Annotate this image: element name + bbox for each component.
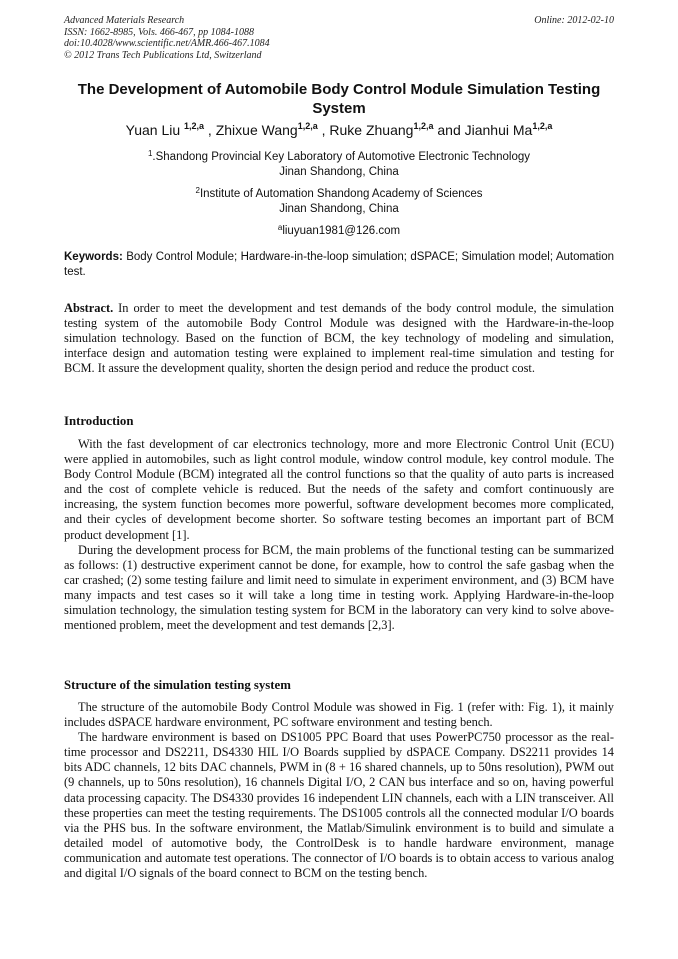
affil-institution: Institute of Automation Shandong Academy of Sciences bbox=[199, 188, 483, 200]
online-date: Online: 2012-02-10 bbox=[534, 15, 614, 26]
affil-mark: 2 bbox=[195, 186, 200, 195]
copyright-line: © 2012 Trans Tech Publications Ltd, Switzerland bbox=[64, 49, 262, 61]
paragraph: The hardware environment is based on DS1005 PPC Board that uses PowerPC750 processor as the real-time processor and DS2211, DS4330 HIL I/O Boards supplied by dSPACE Company. DS2211 provides 14 bits ADC channels, 12 bits DAC channels, PWM in (8 + 16 shared channels, up to 50ns resolution), PWM out (9 channels, up to 50ns resolution), 16 channels Digital I/O, 2 CAN bus interface and so on, having powerful data processing capacity. The DS4330 provides 16 independent LIN channels, each with a LIN transceiver. All these properties can meet the testing requirements. The DS1005 controls all the connected modular I/O boards via the PHS bus. In the software environment, the Matlab/Simulink environment is to build and simulate a detailed model of automotive body, the ControlDesk is to handle hardware environment, manage communication and automate test operations. The connector of I/O boards is to obtain access to various analog and digital I/O signals of the board connect to BCM on the testing bench. bbox=[64, 730, 614, 881]
affiliation-2 bbox=[64, 187, 614, 216]
issn-line: ISSN: 1662-8985, Vols. 466-467, pp 1084-1088 bbox=[64, 26, 254, 38]
journal-header bbox=[64, 15, 270, 61]
paragraph: With the fast development of car electronics technology, more and more Electronic Control Unit (ECU) were applied in automobiles, such as light control module, window control module, key control module. The Body Control Module (BCM) integrated all the control functions so that the quality of auto parts is increased and the cost of complete vehicle is reduced. But the needs of the safety and comfort continuously are increasing, the system function becomes more powerful, software development becomes more complicated, and their cycles of development become shorter. So software testing becomes an important part of BCM product development [1]. bbox=[64, 437, 614, 542]
abstract-text: In order to meet the development and test demands of the body control module, the simulation testing system of the automobile Body Control Module was designed with the Hardware-in-the-loop simulation technology. Based on the function of BCM, the key technology of modeling and simulation, interface design and automation testing were explained to implement real-time simulation and testing for BCM. It assure the development quality, shorten the design period and reduce the product cost. bbox=[64, 301, 614, 376]
affil-mark: 1 bbox=[147, 149, 153, 158]
structure-body bbox=[64, 700, 614, 881]
affil-location: Jinan Shandong, China bbox=[279, 165, 399, 178]
author-list bbox=[64, 121, 614, 139]
abstract-block bbox=[64, 301, 614, 376]
author-name: , Zhixue Wang bbox=[204, 122, 298, 138]
email-address[interactable]: liuyuan1981@126.com bbox=[282, 225, 401, 237]
paragraph: The structure of the automobile Body Control Module was showed in Fig. 1 (refer with: Fig. 1), it mainly includes dSPACE hardware environment, PC software environment and testing bench. bbox=[64, 700, 614, 730]
introduction-body bbox=[64, 437, 614, 633]
paragraph: During the development process for BCM, the main problems of the functional testing can be summarized as follows: (1) destructive experiment cannot be done, for example, how to control the safe gasbag when the car crashed; (2) some testing failure and limit need to simulate in experiment environment, and (3) BCM have many impacts and test cases so it will take a long time in testing work. Applying Hardware-in-the-loop simulation technology, the simulation testing system for BCM in the laboratory can very kind to solve above-mentioned problem, meet the development and test demands [2,3]. bbox=[64, 542, 614, 633]
paper-title: The Development of Automobile Body Control Module Simulation Testing System bbox=[77, 81, 601, 117]
author-affil-mark: 1,2,a bbox=[184, 121, 205, 131]
doi-line[interactable]: doi:10.4028/www.scientific.net/AMR.466-467.1084 bbox=[64, 38, 270, 50]
section-heading-introduction: Introduction bbox=[64, 414, 134, 428]
contact-email bbox=[64, 224, 614, 239]
keywords-text: Body Control Module; Hardware-in-the-loop simulation; dSPACE; Simulation model; Automation test. bbox=[64, 251, 614, 278]
affiliation-1 bbox=[64, 150, 614, 179]
affil-institution: .Shandong Provincial Key Laboratory of Automotive Electronic Technology bbox=[152, 151, 531, 163]
keywords-label: Keywords: bbox=[64, 251, 123, 263]
email-mark: a bbox=[277, 223, 283, 232]
author-affil-mark: 1,2,a bbox=[297, 121, 318, 131]
journal-name: Advanced Materials Research bbox=[64, 15, 185, 26]
author-name: and Jianhui Ma bbox=[433, 122, 533, 138]
author-name: , Ruke Zhuang bbox=[317, 122, 414, 138]
abstract-label: Abstract. bbox=[64, 301, 114, 315]
section-heading-structure: Structure of the simulation testing system bbox=[64, 678, 291, 692]
author-name: Yuan Liu bbox=[125, 122, 185, 138]
affil-location: Jinan Shandong, China bbox=[279, 202, 399, 215]
author-affil-mark: 1,2,a bbox=[413, 121, 434, 131]
author-affil-mark: 1,2,a bbox=[532, 121, 553, 131]
keywords-block bbox=[64, 250, 614, 280]
